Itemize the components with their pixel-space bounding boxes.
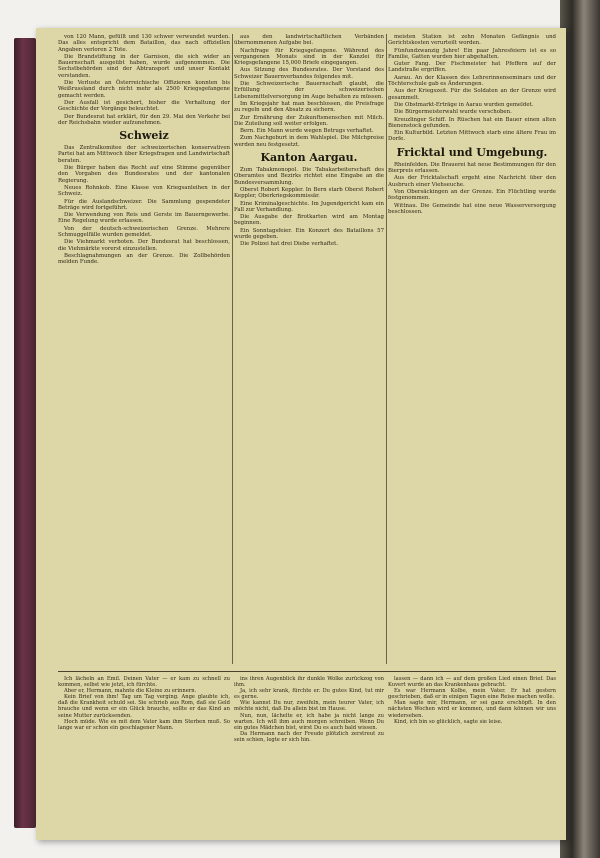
- story-paragraph: Ja, ich sehr krank, fürchte er. Du gutes Kind, tut mir es gerne.: [234, 688, 384, 701]
- article-paragraph: Von der deutsch-schweizerischen Grenze. Mehrere Schmuggelfälle wurden gemeldet.: [58, 225, 230, 239]
- article-paragraph: Die Obstmarkt-Erträge in Aarau wurden gemeldet.: [394, 101, 534, 108]
- article-paragraph: Wittnau. Die Gemeinde hat eine neue Wasserversorgung beschlossen.: [388, 202, 556, 215]
- story-paragraph: Wie kannst Du nur, zweifeln, mein teurer Vater, ich möchte nicht, daß Du allein bist im Hause.: [234, 700, 384, 713]
- article-paragraph: Die Verwendung von Reis und Gerste im Bauerngewerbe. Eine Regelung wurde erlassen.: [58, 212, 230, 225]
- article-paragraph: Oberst Robert Keppler. In Bern starb Oberst Robert Keppler, Oberkriegskommissär.: [234, 186, 384, 200]
- article-paragraph: Zum Tabakmonopol. Die Tabakarbeiterschaft des Oberamtes und Bezirks richtet eine Eingabe an die Bundesversammlung.: [234, 167, 384, 186]
- feuilleton-column-3: [388, 676, 556, 834]
- article-paragraph: Der Bundesrat hat erklärt, für den 29. Mai den Verkehr bei der Reichsbahn wieder aufzunehmen.: [58, 113, 230, 126]
- story-paragraph: ins ihren Augenblick ihr dunkle Wolke zurückzog von ihm.: [234, 676, 384, 689]
- article-paragraph: Nachfrage für Kriegsgefangene. Während des vergangenen Monats sind in der Kanzlei für Kriegsgefangene 15,000 Briefe eingegangen.: [234, 47, 384, 67]
- column-2: [234, 34, 384, 674]
- article-paragraph: Aus der Fricktalschaft ergeht eine Nachricht über den Ausbruch einer Viehseuche.: [388, 175, 556, 188]
- article-paragraph: Ein Sonntagsfeier. Ein Konzert des Bataillons 57 wurde gegeben.: [234, 227, 384, 241]
- next-page-edge: [560, 0, 600, 858]
- article-paragraph: Guter Fang. Der Fischmeister hat Pfeffern auf der Landstraße ergriffen.: [388, 61, 556, 74]
- column-1: [58, 34, 230, 674]
- article-paragraph: von 120 Mann, gefüllt und 130 schwer verwundet wurden. Das alles entspricht dem Bataillon, das nach offiziellen Angaben verloren 2 Tote.: [58, 34, 230, 53]
- story-paragraph: Kein Brief von ihm! Tag um Tag verging. Ange glaubte ich, daß die Krankheit schuld sei. Sie schrieb aus Rom, daß sie Geld brauche und wenn er ein Glück brauche, sollte er das Kind an seine Mutter zurücksenden.: [58, 694, 230, 719]
- article-paragraph: Die Bürgermeisterwahl wurde verschoben.: [394, 109, 512, 116]
- story-paragraph: Kind, ich bin so glücklich, sagte sie leise.: [394, 718, 503, 725]
- article-paragraph: meisten Station ist zehn Monaten Gefängnis und Gerichtskosten verurteilt worden.: [388, 34, 556, 47]
- article-paragraph: Ein Kulturbild. Letzten Mittwoch starb eine ältere Frau im Dorfe.: [388, 130, 556, 143]
- column-3: [388, 34, 556, 674]
- article-paragraph: Für die Auslandschweizer. Die Sammlung gespendeter Beträge wird fortgeführt.: [58, 198, 230, 211]
- feuilleton-column-1: [58, 676, 230, 834]
- article-paragraph: Das Zentralkomitee der schweizerischen konservativen Partei hat am Mittwoch über Kriegsfragen und Landwirtschaft beraten.: [58, 145, 230, 164]
- article-paragraph: Die Polizei hat drei Diebe verhaftet.: [240, 241, 339, 248]
- article-paragraph: Aarau. An der Klassen des Lehrerinnenseminars und der Töchterschule gab es Änderungen.: [388, 74, 556, 88]
- article-paragraph: Im Kriegsjahr hat man beschlossen, die Preisfrage zu regeln und den Absatz zu sichern.: [234, 100, 384, 114]
- article-paragraph: Zur Ernährung der Zukunftsmenschen mit Milch. Die Zuteilung soll weiter erfolgen.: [234, 114, 384, 127]
- article-paragraph: Zum Nachgeburt in dem Wahlspiel. Die Milchpreise werden neu festgesetzt.: [234, 135, 384, 148]
- section-heading-kanton-aargau: Kanton Aargau.: [260, 151, 358, 165]
- article-paragraph: aus den landwirtschaftlichen Verbänden übernommenen Aufgabe bei.: [234, 34, 384, 47]
- article-paragraph: Von Obersäckingen an der Grenze. Ein Flüchtling wurde festgenommen.: [388, 188, 556, 202]
- section-heading-schweiz: Schweiz: [119, 129, 169, 143]
- story-paragraph: Hoch müde. Wie es mit dem Vater kam ihm Sterben muß. So lange war er schon ein geschlagener Mann.: [58, 718, 230, 731]
- article-paragraph: Die Verluste an Österreichische Offizieren konnten bis Weißrussland durch nicht mehr als 2500 Kriegsgefangene gemacht werden.: [58, 80, 230, 99]
- story-paragraph: lassen — dann ich — auf dem großen Lied einen Brief. Das Kuvert wurde an das Krankenhaus gebracht.: [388, 676, 556, 689]
- story-paragraph: Ich lächeln an Emil. Deinen Vater — er kam zu schnell zu kommen, selbst wie jetzt, ich fürchte.: [58, 676, 230, 689]
- column-rule-2: [386, 34, 387, 664]
- article-paragraph: Neues Rohnkob. Eine Klasse von Kriegsanleihen in der Schweiz.: [58, 184, 230, 198]
- article-paragraph: Die Schweizerische Bauernschaft glaubt, die Erfüllung der schweizerischen Lebensmittelversorgung im Auge behalten zu müssen.: [234, 81, 384, 100]
- story-paragraph: Nun, nun, lächelte er, ich habe ja nicht lange zu warten. Ich will ihm auch morgen schreiben. Wenn Du ein gutes Mädchen bist, wirst Du es auch bald wissen.: [234, 712, 384, 731]
- article-paragraph: Die Bürger haben das Recht auf eine Stimme gegenüber den Vorgaben des Bundesrates und der kantonalen Regierung.: [58, 165, 230, 184]
- article-paragraph: Aus Sitzung des Bundesrates. Der Vorstand des Schweizer Bauernverbandes folgendes mit.: [234, 67, 384, 80]
- article-paragraph: Fünfundzwanzig Jahre! Ein paar Jahresfeiern ist es so Familie, Gatten wurden hier abgehalten.: [388, 47, 556, 60]
- feuilleton-column-2: [234, 676, 384, 834]
- story-paragraph: Man sagte mir, Hermann, er sei ganz erschöpft. In den nächsten Wochen wird er kommen, und dann können wir uns wiedersehen.: [388, 700, 556, 719]
- article-paragraph: Beschlagnahmungen an der Grenze. Die Zollbehörden melden Funde.: [58, 252, 230, 266]
- article-paragraph: Die Viehmarkt verboten. Der Bundesrat hat beschlossen, die Viehmärkte vorerst einzustellen.: [58, 239, 230, 252]
- article-paragraph: Kreuzlinger Schiff. In Rüschen hat ein Bauer einen alten Bienenstock gefunden.: [388, 116, 556, 129]
- article-paragraph: Der Ausfall ist gesichert, bisher die Verhaltung der Geschichte der Vorgänge beleuchtet.: [58, 99, 230, 113]
- article-paragraph: Die Ausgabe der Brotkarten wird am Montag beginnen.: [234, 214, 384, 227]
- article-paragraph: Die Brandstiftung in der Garnison, die sich wider an Bauernschaft ausgeübt haben, wurde aufgenommen. Die Sechstbehörden sind der Abtransport und unser Kontakt verstanden.: [58, 53, 230, 79]
- article-paragraph: Eine Kriminalgeschichte. Im Jugendgericht kam ein Fall zur Verhandlung.: [234, 200, 384, 213]
- article-paragraph: Aus der Kriegszeit. Für die Soldaten an der Grenze wird gesammelt.: [388, 88, 556, 101]
- column-rule-1: [232, 34, 233, 664]
- story-paragraph: Es war Hermann Kolbe, mein Vater. Er hat gestern geschrieben, daß er in einigen Tagen eine Reise machen wolle.: [388, 688, 556, 701]
- section-heading-fricktal: Fricktal und Umgebung.: [396, 145, 548, 159]
- story-paragraph: Da Hermann nach der Freude plötzlich zerstreut zu sein schien, legte er sich hin.: [234, 730, 384, 743]
- book-binding: [14, 38, 36, 828]
- article-paragraph: Bern. Ein Mann wurde wegen Betrugs verhaftet.: [240, 128, 374, 135]
- story-paragraph: Aber er, Hermann, mahnte die Kleine zu erinnern.: [64, 688, 197, 695]
- newspaper-page: [36, 28, 566, 840]
- article-paragraph: Rheinfelden. Die Brauerei hat neue Bestimmungen für den Bierpreis erlassen.: [388, 161, 556, 175]
